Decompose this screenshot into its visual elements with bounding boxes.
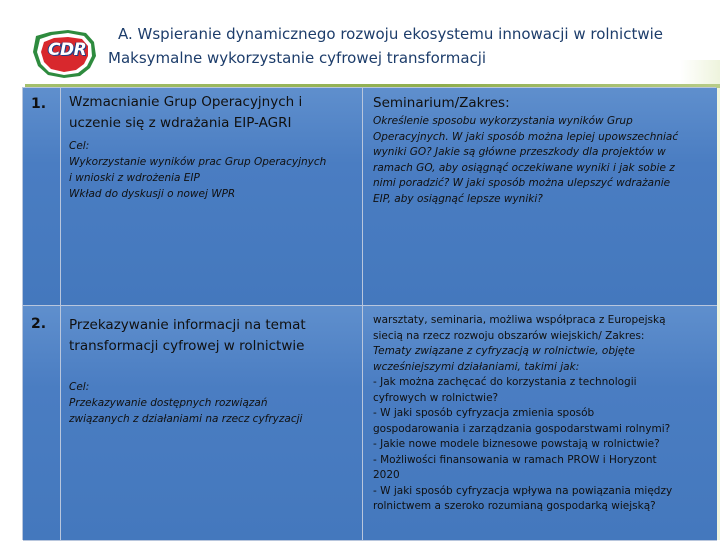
scope-line: warsztaty, seminaria, możliwa współpraca z Europejską	[373, 314, 666, 326]
goal-line: Przekazywanie dostępnych rozwiązań	[69, 397, 268, 409]
scope-heading: Seminarium/Zakres:	[373, 95, 510, 111]
scope-line: Operacyjnych. W jaki sposób można lepiej upowszechniać	[373, 130, 679, 143]
goal-line: Cel:	[69, 381, 90, 393]
logo-text: CDR	[48, 40, 87, 60]
scope-line: ramach GO, aby osiągnąć oczekiwane wyniki i jak sobie z	[373, 161, 675, 174]
scope-line: - W jaki sposób cyfryzacja wpływa na powiązania między	[373, 484, 673, 497]
scope-line: Tematy związane z cyfryzacją w rolnictwie, objęte	[373, 345, 635, 357]
goal-line: Wkład do dyskusji o nowej WPR	[69, 188, 236, 200]
topic-cell	[61, 88, 363, 306]
row-number-cell	[23, 306, 61, 541]
scope-line: 2020	[373, 469, 400, 481]
scope-line: cyfrowych w rolnictwie?	[373, 391, 499, 404]
goal-line: Cel:	[69, 140, 90, 152]
scope-cell	[363, 306, 717, 541]
topic-title	[69, 92, 364, 134]
scope-line: - Możliwości finansowania w ramach PROW i Horyzont	[373, 453, 657, 466]
page-title	[108, 22, 720, 70]
scope-line: siecią na rzecz rozwoju obszarów wiejskich/ Zakres:	[373, 329, 645, 342]
topic-title	[69, 315, 364, 357]
scope-line: - W jaki sposób cyfryzacja zmienia sposób	[373, 407, 595, 419]
goal-line: Wykorzystanie wyników prac Grup Operacyjnych	[69, 156, 327, 168]
scope-line: gospodarowania i zarządzania gospodarstwami rolnymi?	[373, 422, 671, 435]
scope-line: Określenie sposobu wykorzystania wyników Grup	[373, 115, 633, 127]
slide-header	[0, 0, 720, 85]
table-row	[23, 306, 715, 541]
scope-text	[373, 313, 713, 515]
goal-line: i wnioski z wdrożenia EIP	[69, 172, 200, 184]
topic-title-line: Wzmacnianie Grup Operacyjnych i	[69, 94, 303, 110]
title-line-2: Maksymalne wykorzystanie cyfrowej transformacji	[108, 49, 487, 67]
scope-line: wyniki GO? Jakie są główne przeszkody dla projektów w	[373, 146, 666, 158]
topic-title-line: Przekazywanie informacji na temat	[69, 317, 306, 333]
topic-title-line: transformacji cyfrowej w rolnictwie	[69, 338, 305, 354]
scope-line: wcześniejszymi działaniami, takimi jak:	[373, 360, 580, 373]
scope-line: - Jakie nowe modele biznesowe powstają w rolnictwie?	[373, 438, 660, 450]
scope-cell	[363, 88, 717, 306]
row-number: 1.	[31, 96, 47, 112]
scope-line: nimi poradzić? W jaki sposób można ulepszyć wdrażanie	[373, 177, 671, 189]
topic-cell	[61, 306, 363, 541]
scope-line: EIP, aby osiągnąć lepsze wyniki?	[373, 192, 543, 205]
content-table	[22, 87, 716, 540]
topic-goal	[69, 379, 369, 427]
scope-line: - Jak można zachęcać do korzystania z technologii	[373, 376, 637, 388]
table-row	[23, 88, 715, 306]
title-line-1: A. Wspieranie dynamicznego rozwoju ekosystemu innowacji w rolnictwie	[118, 25, 664, 43]
scope-text	[373, 114, 713, 207]
topic-goal	[69, 138, 369, 202]
row-number-cell	[23, 88, 61, 306]
goal-line: związanych z działaniami na rzecz cyfryzacji	[69, 413, 303, 425]
topic-title-line: uczenie się z wdrażania EIP-AGRI	[69, 115, 292, 131]
scope-line: rolnictwem a szeroko rozumianą gospodarką wiejską?	[373, 500, 656, 512]
row-number: 2.	[31, 316, 47, 332]
